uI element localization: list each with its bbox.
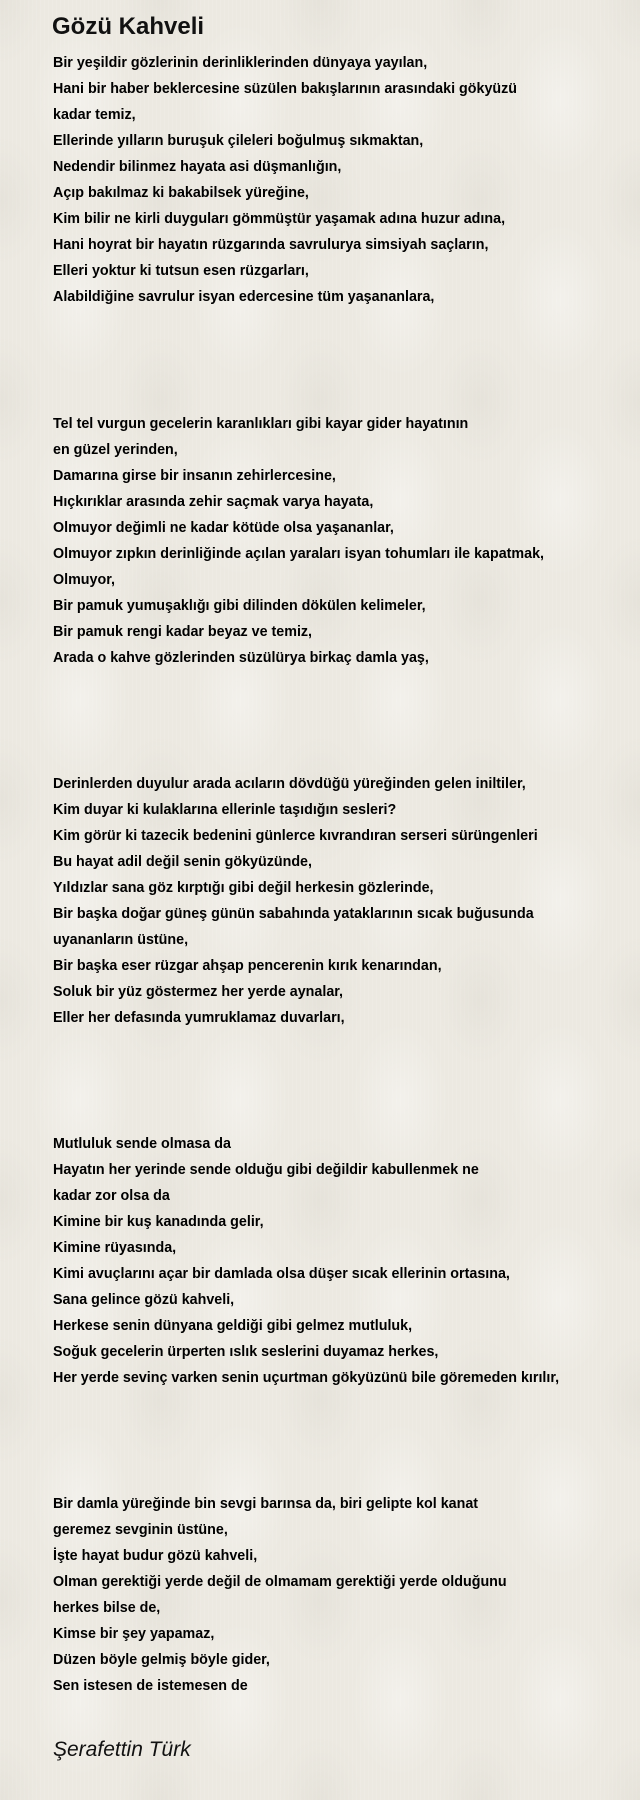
- poem-line: Mutluluk sende olmasa da: [53, 1136, 231, 1152]
- poem-line: Kimse bir şey yapamaz,: [53, 1626, 215, 1642]
- poem-line: Eller her defasında yumruklamaz duvarları,: [53, 1010, 345, 1026]
- poem-line: Bir başka doğar güneş günün sabahında yataklarının sıcak buğusunda: [53, 906, 534, 922]
- poem-line: Bir pamuk yumuşaklığı gibi dilinden dökülen kelimeler,: [53, 598, 426, 614]
- poem-line: Hani bir haber beklercesine süzülen bakışlarının arasındaki gökyüzü: [53, 81, 518, 97]
- poem-line: İşte hayat budur gözü kahveli,: [53, 1548, 258, 1564]
- poem-line: en güzel yerinden,: [53, 442, 178, 458]
- poem-line: Açıp bakılmaz ki bakabilsek yüreğine,: [53, 185, 309, 201]
- poem-line: geremez sevginin üstüne,: [53, 1522, 228, 1538]
- poem-line: kadar temiz,: [53, 107, 136, 123]
- poem-line: Her yerde sevinç varken senin uçurtman gökyüzünü bile göremeden kırılır,: [53, 1370, 560, 1386]
- poem-author: Şerafettin Türk: [53, 1738, 191, 1761]
- stanza-5: [53, 1491, 633, 1699]
- poem-line: Ellerinde yılların buruşuk çileleri boğulmuş sıkmaktan,: [53, 133, 424, 149]
- poem-line: Olmuyor zıpkın derinliğinde açılan yaraları isyan tohumları ile kapatmak,: [53, 546, 545, 562]
- poem-line: Olman gerektiği yerde değil de olmamam gerektiği yerde olduğunu: [53, 1574, 507, 1590]
- poem-line: Soğuk gecelerin ürperten ıslık seslerini duyamaz herkes,: [53, 1344, 439, 1360]
- poem-line: Olmuyor değimli ne kadar kötüde olsa yaşananlar,: [53, 520, 394, 536]
- poem-line: Bir damla yüreğinde bin sevgi barınsa da, biri gelipte kol kanat: [53, 1496, 479, 1512]
- stanza-3: [53, 771, 633, 1031]
- poem-line: Kim bilir ne kirli duyguları gömmüştür yaşamak adına huzur adına,: [53, 211, 506, 227]
- poem-line: Nedendir bilinmez hayata asi düşmanlığın,: [53, 159, 342, 175]
- poem-line: Soluk bir yüz göstermez her yerde aynalar,: [53, 984, 344, 1000]
- poem-line: herkes bilse de,: [53, 1600, 161, 1616]
- poem-line: Kim duyar ki kulaklarına ellerinle taşıdığın sesleri?: [53, 802, 397, 818]
- poem-line: Hayatın her yerinde sende olduğu gibi değildir kabullenmek ne: [53, 1162, 479, 1178]
- stanza-2: [53, 411, 633, 671]
- poem-title: Gözü Kahveli: [52, 13, 205, 40]
- poem-line: Sana gelince gözü kahveli,: [53, 1292, 235, 1308]
- poem-line: kadar zor olsa da: [53, 1188, 170, 1204]
- poem-line: Olmuyor,: [53, 572, 115, 588]
- poem-line: Yıldızlar sana göz kırptığı gibi değil herkesin gözlerinde,: [53, 880, 434, 896]
- poem-line: Sen istesen de istemesen de: [53, 1678, 248, 1694]
- poem-line: Tel tel vurgun gecelerin karanlıkları gibi kayar gider hayatının: [53, 416, 469, 432]
- poem-line: uyananların üstüne,: [53, 932, 189, 948]
- poem-line: Damarına girse bir insanın zehirlercesine,: [53, 468, 336, 484]
- poem-line: Bir yeşildir gözlerinin derinliklerinden dünyaya yayılan,: [53, 55, 428, 71]
- poem-line: Kimi avuçlarını açar bir damlada olsa düşer sıcak ellerinin ortasına,: [53, 1266, 510, 1282]
- poem-line: Kimine rüyasında,: [53, 1240, 177, 1256]
- poem-line: Bu hayat adil değil senin gökyüzünde,: [53, 854, 312, 870]
- poem-line: Derinlerden duyulur arada acıların dövdüğü yüreğinden gelen iniltiler,: [53, 776, 526, 792]
- poem-line: Elleri yoktur ki tutsun esen rüzgarları,: [53, 263, 309, 279]
- poem-line: Hıçkırıklar arasında zehir saçmak varya hayata,: [53, 494, 374, 510]
- poem-line: Bir pamuk rengi kadar beyaz ve temiz,: [53, 624, 313, 640]
- poem-line: Bir başka eser rüzgar ahşap pencerenin kırık kenarından,: [53, 958, 442, 974]
- poem-line: Arada o kahve gözlerinden süzülürya birkaç damla yaş,: [53, 650, 429, 666]
- poem-line: Alabildiğine savrulur isyan edercesine tüm yaşananlara,: [53, 289, 435, 305]
- stanza-4: [53, 1131, 633, 1391]
- poem-line: Herkese senin dünyana geldiği gibi gelmez mutluluk,: [53, 1318, 413, 1334]
- poem-line: Kimine bir kuş kanadında gelir,: [53, 1214, 264, 1230]
- stanza-1: [53, 50, 633, 310]
- poem-line: Kim görür ki tazecik bedenini günlerce kıvrandıran serseri sürüngenleri: [53, 828, 538, 844]
- poem-line: Hani hoyrat bir hayatın rüzgarında savrulurya simsiyah saçların,: [53, 237, 489, 253]
- poem-line: Düzen böyle gelmiş böyle gider,: [53, 1652, 270, 1668]
